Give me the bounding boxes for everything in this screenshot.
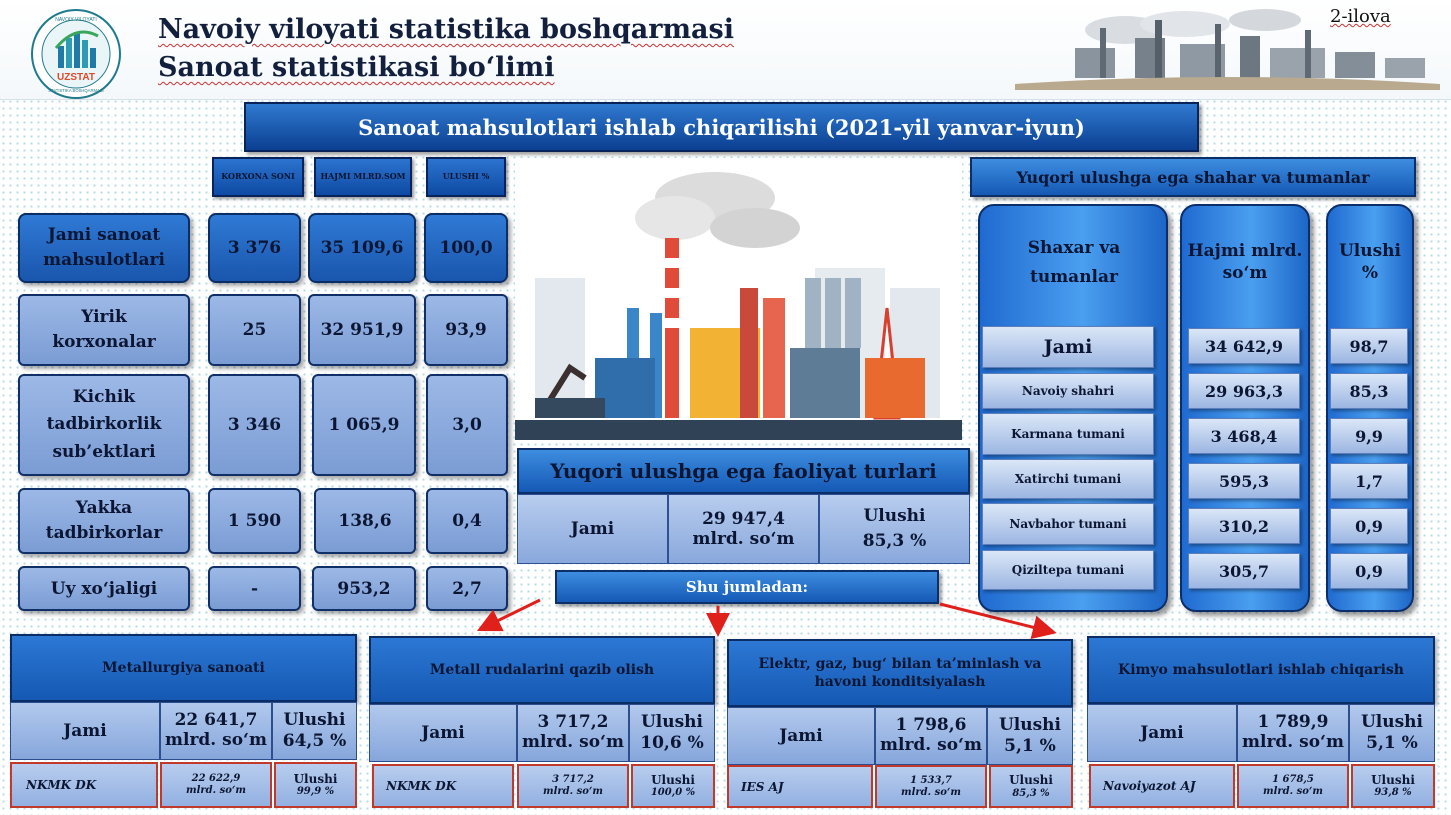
sector-volume-cell-chemicals	[1237, 704, 1349, 762]
sector-unit-metallurgy: mlrd. so‘m	[165, 730, 267, 750]
row-share-total: 100,0	[424, 213, 508, 283]
sector-company-metallurgy: NKMK DK	[10, 762, 158, 808]
sector-company-share-label-energy: Ulushi	[1009, 773, 1053, 788]
regions-col1-header: Shaxar va tumanlar	[1027, 238, 1121, 287]
sector-volume-cell-energy	[875, 707, 987, 765]
sector-share-cell-mining	[629, 704, 715, 762]
sector-title-metallurgy: Metallurgiya sanoati	[10, 634, 357, 702]
regions-col2-header: Hajmi mlrd. so‘m	[1187, 240, 1303, 283]
region-name-qiziltepa: Qiziltepa tumani	[982, 550, 1154, 590]
row-volume-household: 953,2	[312, 566, 416, 611]
regions-title: Yuqori ulushga ega shahar va tumanlar	[970, 157, 1416, 197]
sector-unit-energy: mlrd. so‘m	[880, 735, 982, 755]
sector-total-label-metallurgy: Jami	[10, 702, 160, 760]
row-count-total: 3 376	[208, 213, 301, 283]
row-count-household: -	[208, 566, 301, 611]
activity-total-unit: mlrd. so‘m	[692, 529, 795, 549]
sector-company-energy: IES AJ	[727, 765, 873, 808]
sector-share-cell-energy	[987, 707, 1073, 765]
row-volume-small: 1 065,9	[312, 374, 416, 476]
sector-company-share-energy: 85,3 %	[1012, 787, 1050, 799]
sector-share-cell-chemicals	[1349, 704, 1435, 762]
header-share: ULUSHI %	[426, 157, 506, 197]
region-volume-xatirchi: 595,3	[1188, 463, 1300, 499]
sector-total-label-mining: Jami	[369, 704, 517, 762]
activity-total-label: Jami	[517, 494, 668, 564]
row-count-small: 3 346	[208, 374, 301, 476]
appendix-label: 2-ilova	[1330, 6, 1391, 27]
sector-company-volume-chemicals: 1 678,5	[1272, 774, 1314, 785]
sector-company-volume-mining: 3 717,2	[552, 774, 594, 785]
sector-title-chemicals: Kimyo mahsulotlari ishlab chiqarish	[1087, 636, 1435, 704]
sector-company-share-cell-energy	[989, 765, 1073, 808]
region-share-xatirchi: 1,7	[1330, 463, 1408, 499]
row-share-large: 93,9	[424, 294, 508, 366]
region-share-karmana: 9,9	[1330, 418, 1408, 454]
sector-company-unit-mining: mlrd. so‘m	[543, 786, 603, 797]
header-enterprise-count: KORXONA SONI	[212, 157, 304, 197]
sector-volume-metallurgy: 22 641,7	[174, 710, 258, 731]
sector-company-volume-metallurgy: 22 622,9	[191, 773, 241, 784]
sector-volume-chemicals: 1 789,9	[1257, 712, 1329, 733]
row-label-total: Jami sanoat mahsulotlari	[18, 213, 190, 283]
sector-volume-energy: 1 798,6	[895, 715, 967, 736]
sector-share-mining: 10,6 %	[640, 733, 704, 753]
sector-company-unit-metallurgy: mlrd. so‘m	[186, 785, 246, 796]
activity-share-label: Ulushi	[863, 506, 926, 527]
row-volume-total: 35 109,6	[308, 213, 416, 283]
region-volume-qiziltepa: 305,7	[1188, 553, 1300, 589]
sector-title-mining: Metall rudalarini qazib olish	[369, 636, 715, 704]
sector-title-energy: Elektr, gaz, bug‘ bilan ta’minlash va havoni konditsiyalash	[727, 639, 1073, 707]
row-count-individual: 1 590	[208, 488, 301, 554]
region-share-navbahor: 0,9	[1330, 508, 1408, 544]
row-count-large: 25	[208, 294, 301, 366]
sector-share-chemicals: 5,1 %	[1366, 733, 1418, 753]
sector-company-volume-cell-energy	[875, 765, 987, 808]
regions-col3-header: Ulushi %	[1338, 240, 1402, 283]
sector-share-metallurgy: 64,5 %	[282, 731, 347, 751]
row-label-household: Uy xo‘jaligi	[18, 566, 190, 611]
logo-top-text: NAVOIY VILOYATI	[55, 17, 97, 23]
org-title-line2: Sanoat statistikasi bo‘limi	[158, 52, 555, 83]
region-name-navbahor: Navbahor tumani	[982, 503, 1154, 545]
sector-share-energy: 5,1 %	[1004, 736, 1056, 756]
sector-company-share-label-metallurgy: Ulushi	[293, 771, 338, 786]
sector-share-label-energy: Ulushi	[998, 714, 1062, 735]
logo-bottom-text: STATISTIKA BOSHQARMASI	[48, 88, 104, 93]
region-volume-navbahor: 310,2	[1188, 508, 1300, 544]
sector-unit-mining: mlrd. so‘m	[522, 732, 624, 752]
sector-company-share-cell-metallurgy	[274, 762, 357, 808]
region-name-total: Jami	[982, 326, 1154, 368]
sector-company-mining: NKMK DK	[372, 764, 514, 808]
sector-company-share-cell-chemicals	[1351, 764, 1435, 808]
sector-unit-chemicals: mlrd. so‘m	[1242, 732, 1344, 752]
region-share-qiziltepa: 0,9	[1330, 553, 1408, 589]
activity-total-value: 29 947,4	[702, 508, 785, 529]
sector-share-label-metallurgy: Ulushi	[283, 709, 346, 730]
sector-company-volume-cell-mining	[517, 764, 629, 808]
sector-company-share-label-mining: Ulushi	[651, 772, 695, 787]
sector-company-share-label-chemicals: Ulushi	[1371, 772, 1415, 787]
sector-share-label-mining: Ulushi	[640, 711, 704, 732]
region-name-karmana: Karmana tumani	[982, 413, 1154, 455]
sector-volume-cell-mining	[517, 704, 629, 762]
region-volume-navoiy: 29 963,3	[1188, 373, 1300, 409]
org-title-line1: Navoiy viloyati statistika boshqarmasi	[158, 14, 735, 45]
sector-company-unit-energy: mlrd. so‘m	[901, 786, 961, 798]
sector-volume-cell-metallurgy	[160, 702, 272, 760]
sector-company-unit-chemicals: mlrd. so‘m	[1263, 786, 1323, 797]
main-title-banner: Sanoat mahsulotlari ishlab chiqarilishi (2021-yil yanvar-iyun)	[244, 102, 1199, 152]
region-name-xatirchi: Xatirchi tumani	[982, 459, 1154, 499]
sector-share-label-chemicals: Ulushi	[1360, 711, 1424, 732]
sector-volume-mining: 3 717,2	[537, 712, 609, 733]
arrow-to-metallurgy	[485, 600, 540, 627]
sector-total-label-energy: Jami	[727, 707, 875, 765]
sector-company-volume-cell-chemicals	[1237, 764, 1349, 808]
region-volume-total: 34 642,9	[1188, 328, 1300, 364]
including-banner: Shu jumladan:	[555, 570, 939, 604]
row-volume-individual: 138,6	[314, 488, 416, 554]
sector-company-share-mining: 100,0 %	[650, 787, 696, 799]
row-label-small: Kichik tadbirkorlik sub’ektlari	[18, 374, 190, 476]
activity-title: Yuqori ulushga ega faoliyat turlari	[517, 448, 970, 494]
logo-brand: UZSTAT	[57, 72, 95, 83]
row-label-individual: Yakka tadbirkorlar	[18, 488, 190, 554]
row-share-individual: 0,4	[426, 488, 508, 554]
sector-company-volume-energy: 1 533,7	[910, 774, 952, 786]
row-volume-large: 32 951,9	[308, 294, 416, 366]
sector-total-label-chemicals: Jami	[1087, 704, 1237, 762]
activity-share-value: 85,3 %	[862, 531, 927, 551]
region-name-navoiy: Navoiy shahri	[982, 373, 1154, 409]
sector-company-share-cell-mining	[631, 764, 715, 808]
region-share-navoiy: 85,3	[1330, 373, 1408, 409]
header-volume: HAJMI MLRD.SOM	[314, 157, 412, 197]
region-share-total: 98,7	[1330, 328, 1408, 364]
row-share-household: 2,7	[426, 566, 508, 611]
row-label-large: Yirik korxonalar	[18, 294, 190, 366]
sector-share-cell-metallurgy	[272, 702, 357, 760]
sector-company-chemicals: Navoiyazot AJ	[1089, 764, 1235, 808]
row-share-small: 3,0	[426, 374, 508, 476]
sector-company-share-chemicals: 93,8 %	[1374, 787, 1412, 799]
region-volume-karmana: 3 468,4	[1188, 418, 1300, 454]
sector-company-share-metallurgy: 99,9 %	[296, 786, 335, 798]
sector-company-volume-cell-metallurgy	[160, 762, 272, 808]
